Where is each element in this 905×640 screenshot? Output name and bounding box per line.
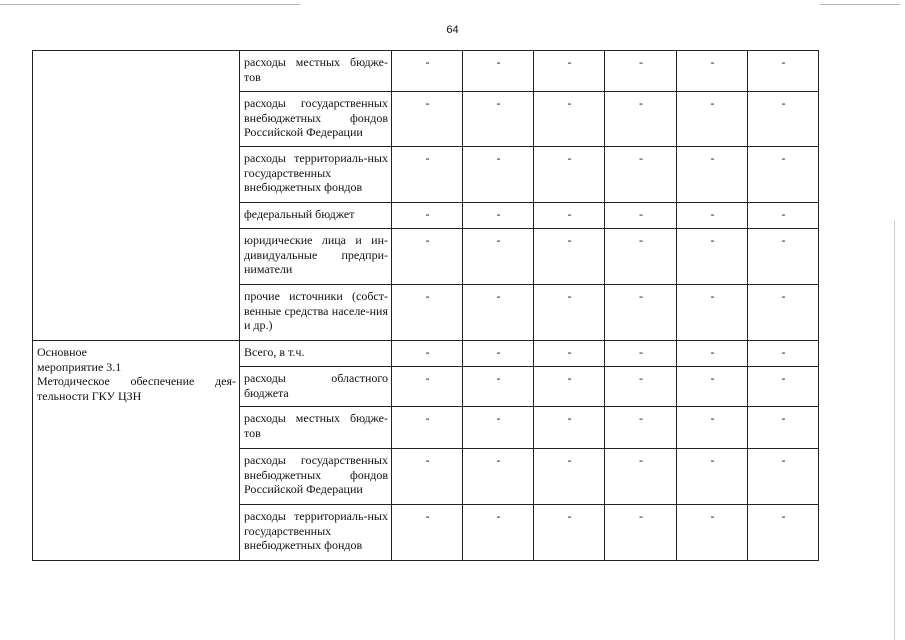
value-cell: - xyxy=(463,341,534,367)
value-cell: - xyxy=(605,505,677,561)
funding-source-cell: расходы территориаль-ных государственных внебюджетных фондов xyxy=(240,147,392,203)
value-cell: - xyxy=(748,203,819,229)
value-cell: - xyxy=(534,341,605,367)
value-cell: - xyxy=(534,449,605,505)
value-cell: - xyxy=(605,203,677,229)
value-cell: - xyxy=(605,407,677,449)
value-cell: - xyxy=(605,341,677,367)
value-cell: - xyxy=(677,505,748,561)
funding-sources-table xyxy=(32,50,819,561)
value-cell: - xyxy=(605,92,677,147)
funding-source-cell: прочие источники (собст-венные средства населе-ния и др.) xyxy=(240,285,392,341)
value-cell: - xyxy=(677,229,748,285)
table-row xyxy=(33,51,819,92)
value-cell: - xyxy=(748,449,819,505)
value-cell: - xyxy=(534,203,605,229)
value-cell: - xyxy=(534,407,605,449)
value-cell: - xyxy=(748,341,819,367)
value-cell: - xyxy=(677,92,748,147)
funding-source-cell: федеральный бюджет xyxy=(240,203,392,229)
value-cell: - xyxy=(748,367,819,407)
funding-source-cell: расходы областного бюджета xyxy=(240,367,392,407)
value-cell: - xyxy=(677,341,748,367)
value-cell: - xyxy=(463,449,534,505)
value-cell: - xyxy=(392,147,463,203)
value-cell: - xyxy=(677,407,748,449)
activity-number: мероприятие 3.1 xyxy=(37,359,122,374)
value-cell: - xyxy=(748,147,819,203)
value-cell: - xyxy=(605,147,677,203)
activity-label: Основное xyxy=(37,345,87,359)
funding-source-cell: расходы местных бюдже-тов xyxy=(240,407,392,449)
value-cell: - xyxy=(534,285,605,341)
table-row xyxy=(33,341,819,367)
value-cell: - xyxy=(677,203,748,229)
value-cell: - xyxy=(534,367,605,407)
value-cell: - xyxy=(677,449,748,505)
value-cell: - xyxy=(392,92,463,147)
funding-source-cell: расходы государственных внебюджетных фондов Российской Федерации xyxy=(240,92,392,147)
value-cell: - xyxy=(748,51,819,92)
value-cell: - xyxy=(392,203,463,229)
value-cell: - xyxy=(463,285,534,341)
value-cell: - xyxy=(463,505,534,561)
value-cell: - xyxy=(605,285,677,341)
value-cell: - xyxy=(534,147,605,203)
activity-cell xyxy=(33,341,240,561)
value-cell: - xyxy=(463,229,534,285)
value-cell: - xyxy=(392,367,463,407)
value-cell: - xyxy=(748,229,819,285)
value-cell: - xyxy=(392,51,463,92)
value-cell: - xyxy=(605,229,677,285)
funding-source-cell: расходы территориаль-ных государственных внебюджетных фондов xyxy=(240,505,392,561)
funding-source-cell: юридические лица и ин-дивидуальные предпри-ниматели xyxy=(240,229,392,285)
value-cell: - xyxy=(605,449,677,505)
value-cell: - xyxy=(392,229,463,285)
value-cell: - xyxy=(392,285,463,341)
value-cell: - xyxy=(677,285,748,341)
value-cell: - xyxy=(677,367,748,407)
value-cell: - xyxy=(605,51,677,92)
value-cell: - xyxy=(677,147,748,203)
value-cell: - xyxy=(463,203,534,229)
funding-source-cell: расходы государственных внебюджетных фондов Российской Федерации xyxy=(240,449,392,505)
value-cell: - xyxy=(463,51,534,92)
value-cell: - xyxy=(463,147,534,203)
value-cell: - xyxy=(392,407,463,449)
activity-title: Методическое обеспечение дея-тельности ГКУ ЦЗН xyxy=(37,374,236,403)
value-cell: - xyxy=(392,341,463,367)
activity-cell-continued xyxy=(33,51,240,341)
value-cell: - xyxy=(392,449,463,505)
value-cell: - xyxy=(392,505,463,561)
funding-source-cell: расходы местных бюдже-тов xyxy=(240,51,392,92)
value-cell: - xyxy=(534,229,605,285)
scan-edge-line xyxy=(820,4,900,5)
value-cell: - xyxy=(534,505,605,561)
value-cell: - xyxy=(748,505,819,561)
scan-edge-line xyxy=(0,4,300,5)
value-cell: - xyxy=(463,407,534,449)
value-cell: - xyxy=(748,92,819,147)
scan-edge-line xyxy=(894,220,895,640)
value-cell: - xyxy=(463,92,534,147)
value-cell: - xyxy=(534,92,605,147)
value-cell: - xyxy=(748,285,819,341)
value-cell: - xyxy=(605,367,677,407)
funding-source-cell: Всего, в т.ч. xyxy=(240,341,392,367)
value-cell: - xyxy=(748,407,819,449)
page-number: 64 xyxy=(446,24,459,36)
value-cell: - xyxy=(677,51,748,92)
value-cell: - xyxy=(534,51,605,92)
value-cell: - xyxy=(463,367,534,407)
